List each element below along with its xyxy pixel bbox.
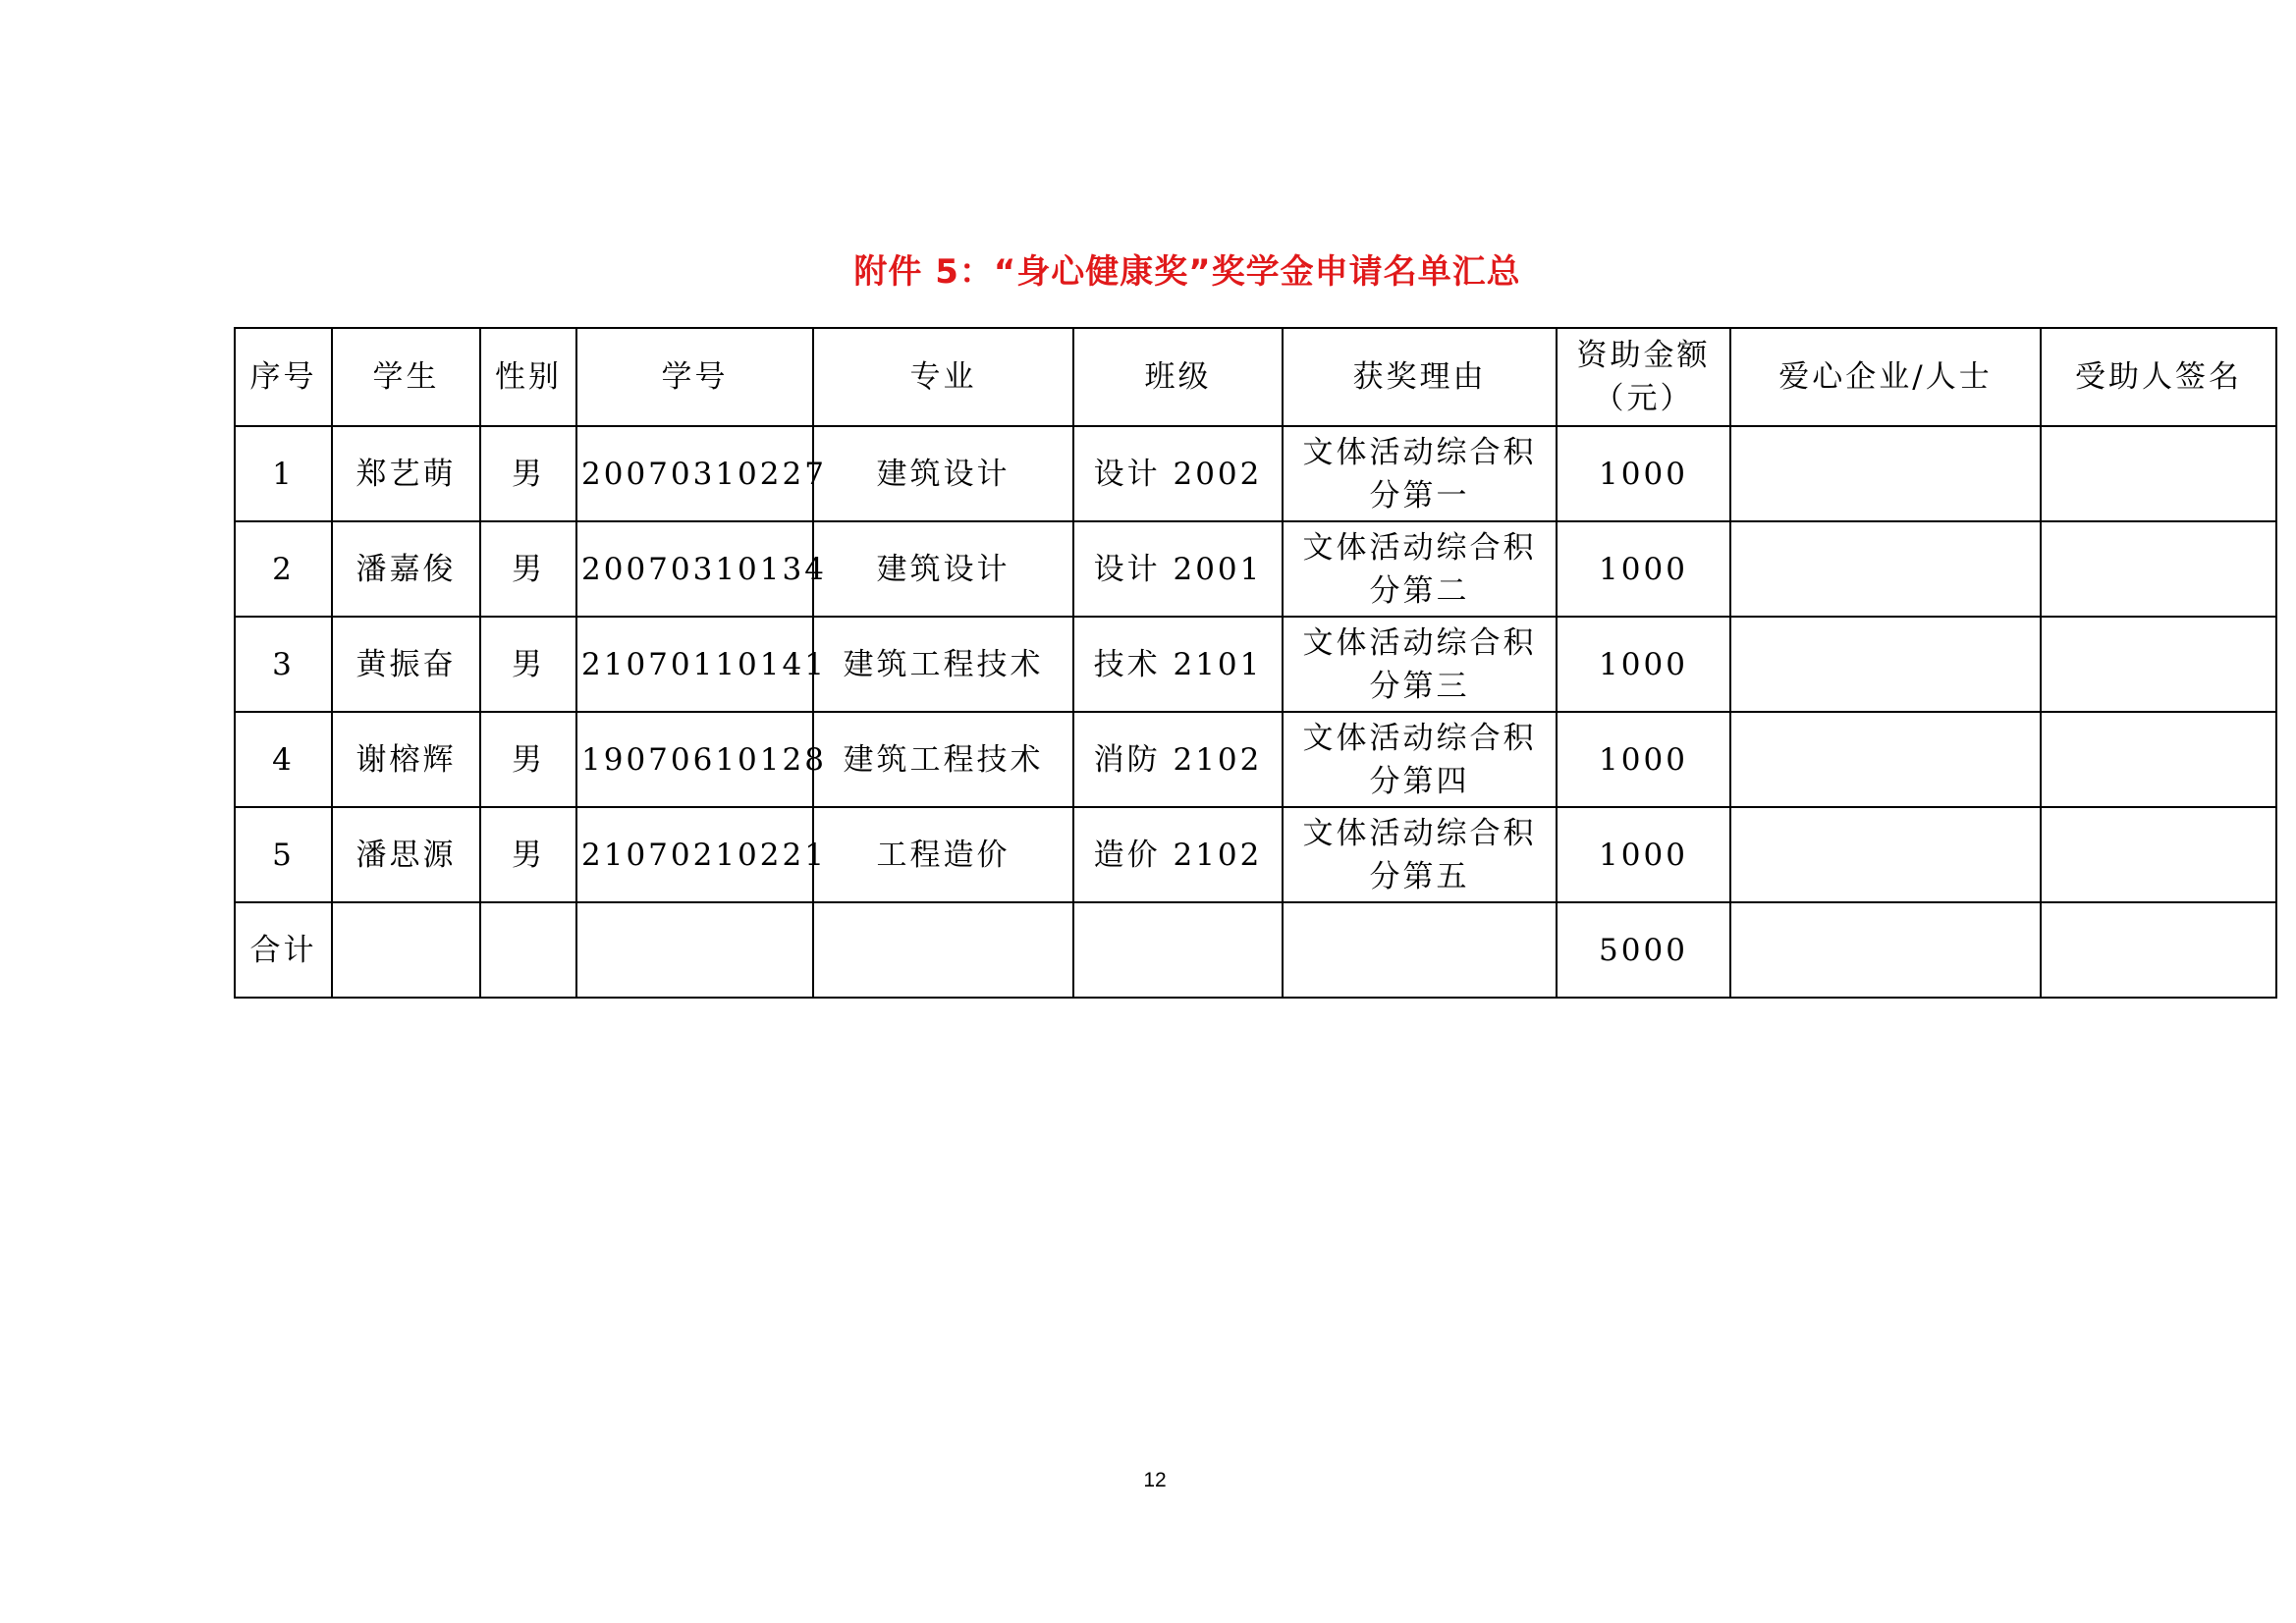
header-student: 学生 <box>332 328 480 426</box>
cell-sponsor <box>1730 712 2041 807</box>
cell-gender: 男 <box>480 712 576 807</box>
cell-reason-line2: 分第四 <box>1369 763 1470 799</box>
header-student-id: 学号 <box>576 328 813 426</box>
cell-signature <box>2041 521 2276 617</box>
cell-major: 建筑工程技术 <box>813 617 1073 712</box>
cell-name: 郑艺萌 <box>332 426 480 521</box>
cell-class: 消防 2102 <box>1073 712 1283 807</box>
empty-cell <box>332 902 480 998</box>
table-header-row <box>235 328 2276 426</box>
page-number: 12 <box>1143 1469 1167 1491</box>
header-signature: 受助人签名 <box>2041 328 2276 426</box>
cell-sponsor <box>1730 807 2041 902</box>
empty-cell <box>1730 902 2041 998</box>
cell-reason-line1: 文体活动综合积 <box>1302 529 1537 566</box>
cell-name: 黄振奋 <box>332 617 480 712</box>
cell-amount: 1000 <box>1557 426 1730 521</box>
cell-gender: 男 <box>480 521 576 617</box>
cell-no: 5 <box>235 807 332 902</box>
empty-cell <box>813 902 1073 998</box>
cell-amount: 1000 <box>1557 617 1730 712</box>
cell-reason-line1: 文体活动综合积 <box>1302 434 1537 470</box>
header-amount <box>1557 328 1730 426</box>
cell-no: 2 <box>235 521 332 617</box>
header-gender: 性别 <box>480 328 576 426</box>
cell-major: 工程造价 <box>813 807 1073 902</box>
cell-student-id: 21070110141 <box>576 617 813 712</box>
header-amount-line1: 资助金额 <box>1576 338 1711 373</box>
cell-reason-line2: 分第一 <box>1369 477 1470 514</box>
cell-signature <box>2041 712 2276 807</box>
cell-major: 建筑工程技术 <box>813 712 1073 807</box>
cell-student-id: 20070310134 <box>576 521 813 617</box>
table-row <box>235 807 2276 902</box>
empty-cell <box>1283 902 1557 998</box>
cell-class: 设计 2001 <box>1073 521 1283 617</box>
cell-amount: 1000 <box>1557 712 1730 807</box>
cell-gender: 男 <box>480 807 576 902</box>
total-label: 合计 <box>235 902 332 998</box>
cell-sponsor <box>1730 426 2041 521</box>
cell-no: 3 <box>235 617 332 712</box>
cell-amount: 1000 <box>1557 807 1730 902</box>
cell-student-id: 21070210221 <box>576 807 813 902</box>
cell-reason <box>1283 426 1557 521</box>
table-row <box>235 426 2276 521</box>
cell-sponsor <box>1730 617 2041 712</box>
cell-reason-line1: 文体活动综合积 <box>1302 815 1537 851</box>
table-row <box>235 617 2276 712</box>
cell-name: 谢榕辉 <box>332 712 480 807</box>
scholarship-list-table <box>234 327 2277 999</box>
cell-amount: 1000 <box>1557 521 1730 617</box>
empty-cell <box>480 902 576 998</box>
header-amount-line2: （元） <box>1593 381 1694 416</box>
cell-student-id: 20070310227 <box>576 426 813 521</box>
cell-gender: 男 <box>480 426 576 521</box>
empty-cell <box>1073 902 1283 998</box>
cell-reason-line2: 分第二 <box>1369 572 1470 609</box>
cell-reason <box>1283 617 1557 712</box>
cell-class: 设计 2002 <box>1073 426 1283 521</box>
cell-major: 建筑设计 <box>813 426 1073 521</box>
cell-no: 4 <box>235 712 332 807</box>
cell-reason <box>1283 712 1557 807</box>
document-title: 附件 5：“身心健康奖”奖学金申请名单汇总 <box>853 252 1521 292</box>
total-amount: 5000 <box>1557 902 1730 998</box>
cell-gender: 男 <box>480 617 576 712</box>
total-row <box>235 902 2276 998</box>
cell-signature <box>2041 807 2276 902</box>
header-no: 序号 <box>235 328 332 426</box>
header-reason: 获奖理由 <box>1283 328 1557 426</box>
cell-sponsor <box>1730 521 2041 617</box>
cell-no: 1 <box>235 426 332 521</box>
cell-reason-line2: 分第五 <box>1369 858 1470 894</box>
cell-name: 潘嘉俊 <box>332 521 480 617</box>
cell-reason <box>1283 521 1557 617</box>
header-class: 班级 <box>1073 328 1283 426</box>
header-major: 专业 <box>813 328 1073 426</box>
table-row <box>235 712 2276 807</box>
cell-reason-line1: 文体活动综合积 <box>1302 720 1537 756</box>
cell-student-id: 19070610128 <box>576 712 813 807</box>
cell-reason-line1: 文体活动综合积 <box>1302 624 1537 661</box>
cell-class: 造价 2102 <box>1073 807 1283 902</box>
cell-signature <box>2041 426 2276 521</box>
cell-signature <box>2041 617 2276 712</box>
empty-cell <box>576 902 813 998</box>
cell-major: 建筑设计 <box>813 521 1073 617</box>
header-sponsor: 爱心企业/人士 <box>1730 328 2041 426</box>
cell-name: 潘思源 <box>332 807 480 902</box>
cell-reason <box>1283 807 1557 902</box>
table-row <box>235 521 2276 617</box>
empty-cell <box>2041 902 2276 998</box>
cell-class: 技术 2101 <box>1073 617 1283 712</box>
cell-reason-line2: 分第三 <box>1369 668 1470 704</box>
